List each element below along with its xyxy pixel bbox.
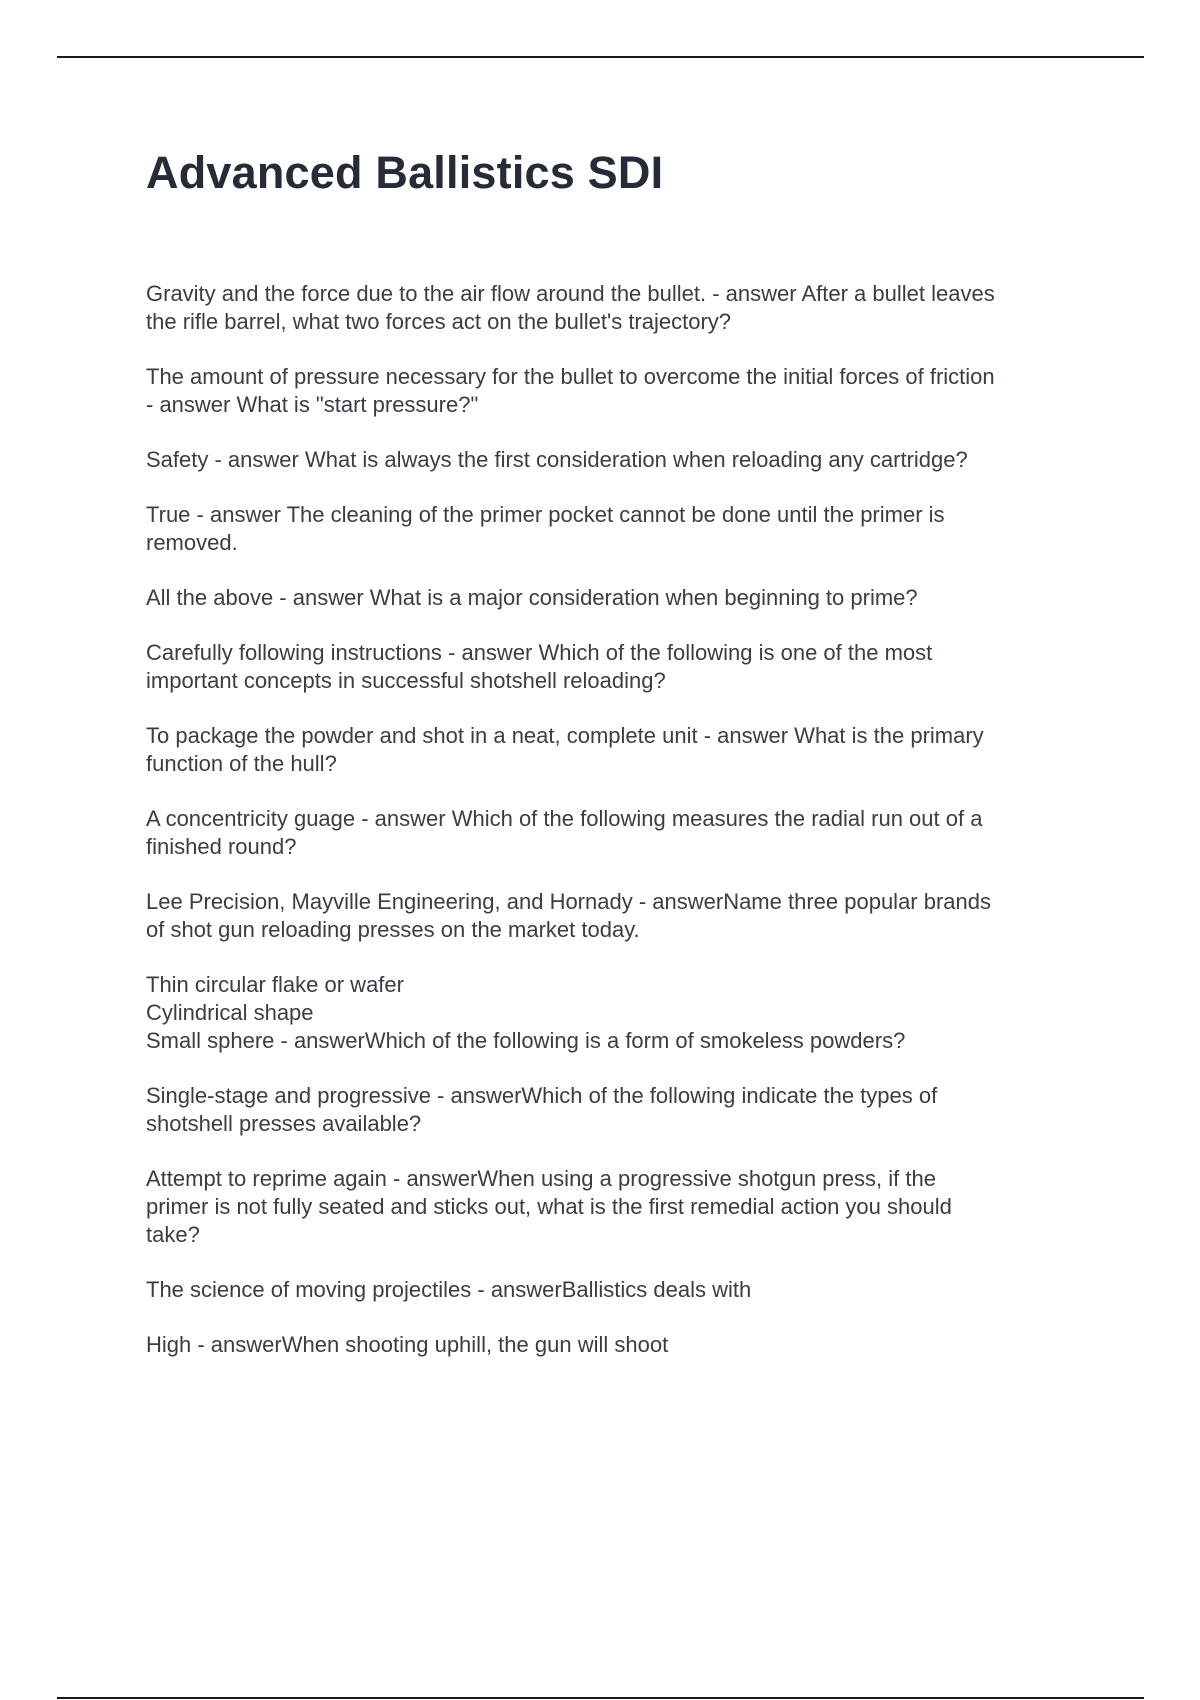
qa-line: Lee Precision, Mayville Engineering, and Hornady - answerName three popular brands [146,889,992,914]
qa-item [146,722,1086,778]
document-body [146,140,1086,1386]
qa-item [146,446,1086,474]
document-title: Advanced Ballistics SDI [146,147,664,198]
qa-line: The science of moving projectiles - answerBallistics deals with [146,1277,752,1302]
qa-line: shotshell presses available? [146,1111,422,1136]
qa-line: - answer What is "start pressure?" [146,392,479,417]
qa-line: True - answer The cleaning of the primer pocket cannot be done until the primer is [146,502,945,527]
qa-line: the rifle barrel, what two forces act on the bullet's trajectory? [146,309,732,334]
qa-line: To package the powder and shot in a neat, complete unit - answer What is the primary [146,723,984,748]
qa-line: of shot gun reloading presses on the market today. [146,917,640,942]
qa-item [146,888,1086,944]
qa-item [146,1276,1086,1304]
qa-line: Gravity and the force due to the air flow around the bullet. - answer After a bullet leaves [146,281,995,306]
qa-line: High - answerWhen shooting uphill, the gun will shoot [146,1332,669,1357]
qa-line: Single-stage and progressive - answerWhich of the following indicate the types of [146,1083,938,1108]
qa-line: Cylindrical shape [146,1000,314,1025]
qa-item [146,363,1086,419]
qa-item [146,805,1086,861]
qa-item [146,971,1086,1055]
qa-line: function of the hull? [146,751,337,776]
qa-line: Small sphere - answerWhich of the following is a form of smokeless powders? [146,1028,906,1053]
qa-line: A concentricity guage - answer Which of the following measures the radial run out of a [146,806,983,831]
qa-line: removed. [146,530,238,555]
qa-item [146,1331,1086,1359]
qa-item [146,584,1086,612]
qa-line: Safety - answer What is always the first consideration when reloading any cartridge? [146,447,968,472]
qa-item [146,1165,1086,1249]
qa-line: primer is not fully seated and sticks out, what is the first remedial action you should [146,1194,952,1219]
qa-line: finished round? [146,834,297,859]
qa-item [146,1082,1086,1138]
qa-line: Thin circular flake or wafer [146,972,404,997]
qa-line: All the above - answer What is a major consideration when beginning to prime? [146,585,918,610]
qa-item [146,501,1086,557]
qa-item [146,639,1086,695]
qa-item [146,280,1086,336]
footer-rule [57,1697,1144,1699]
qa-line: important concepts in successful shotshell reloading? [146,668,666,693]
header-rule [57,56,1144,58]
qa-line: The amount of pressure necessary for the bullet to overcome the initial forces of friction [146,364,995,389]
qa-line: take? [146,1222,200,1247]
qa-list [146,280,1086,1359]
qa-line: Attempt to reprime again - answerWhen using a progressive shotgun press, if the [146,1166,936,1191]
qa-line: Carefully following instructions - answer Which of the following is one of the most [146,640,933,665]
